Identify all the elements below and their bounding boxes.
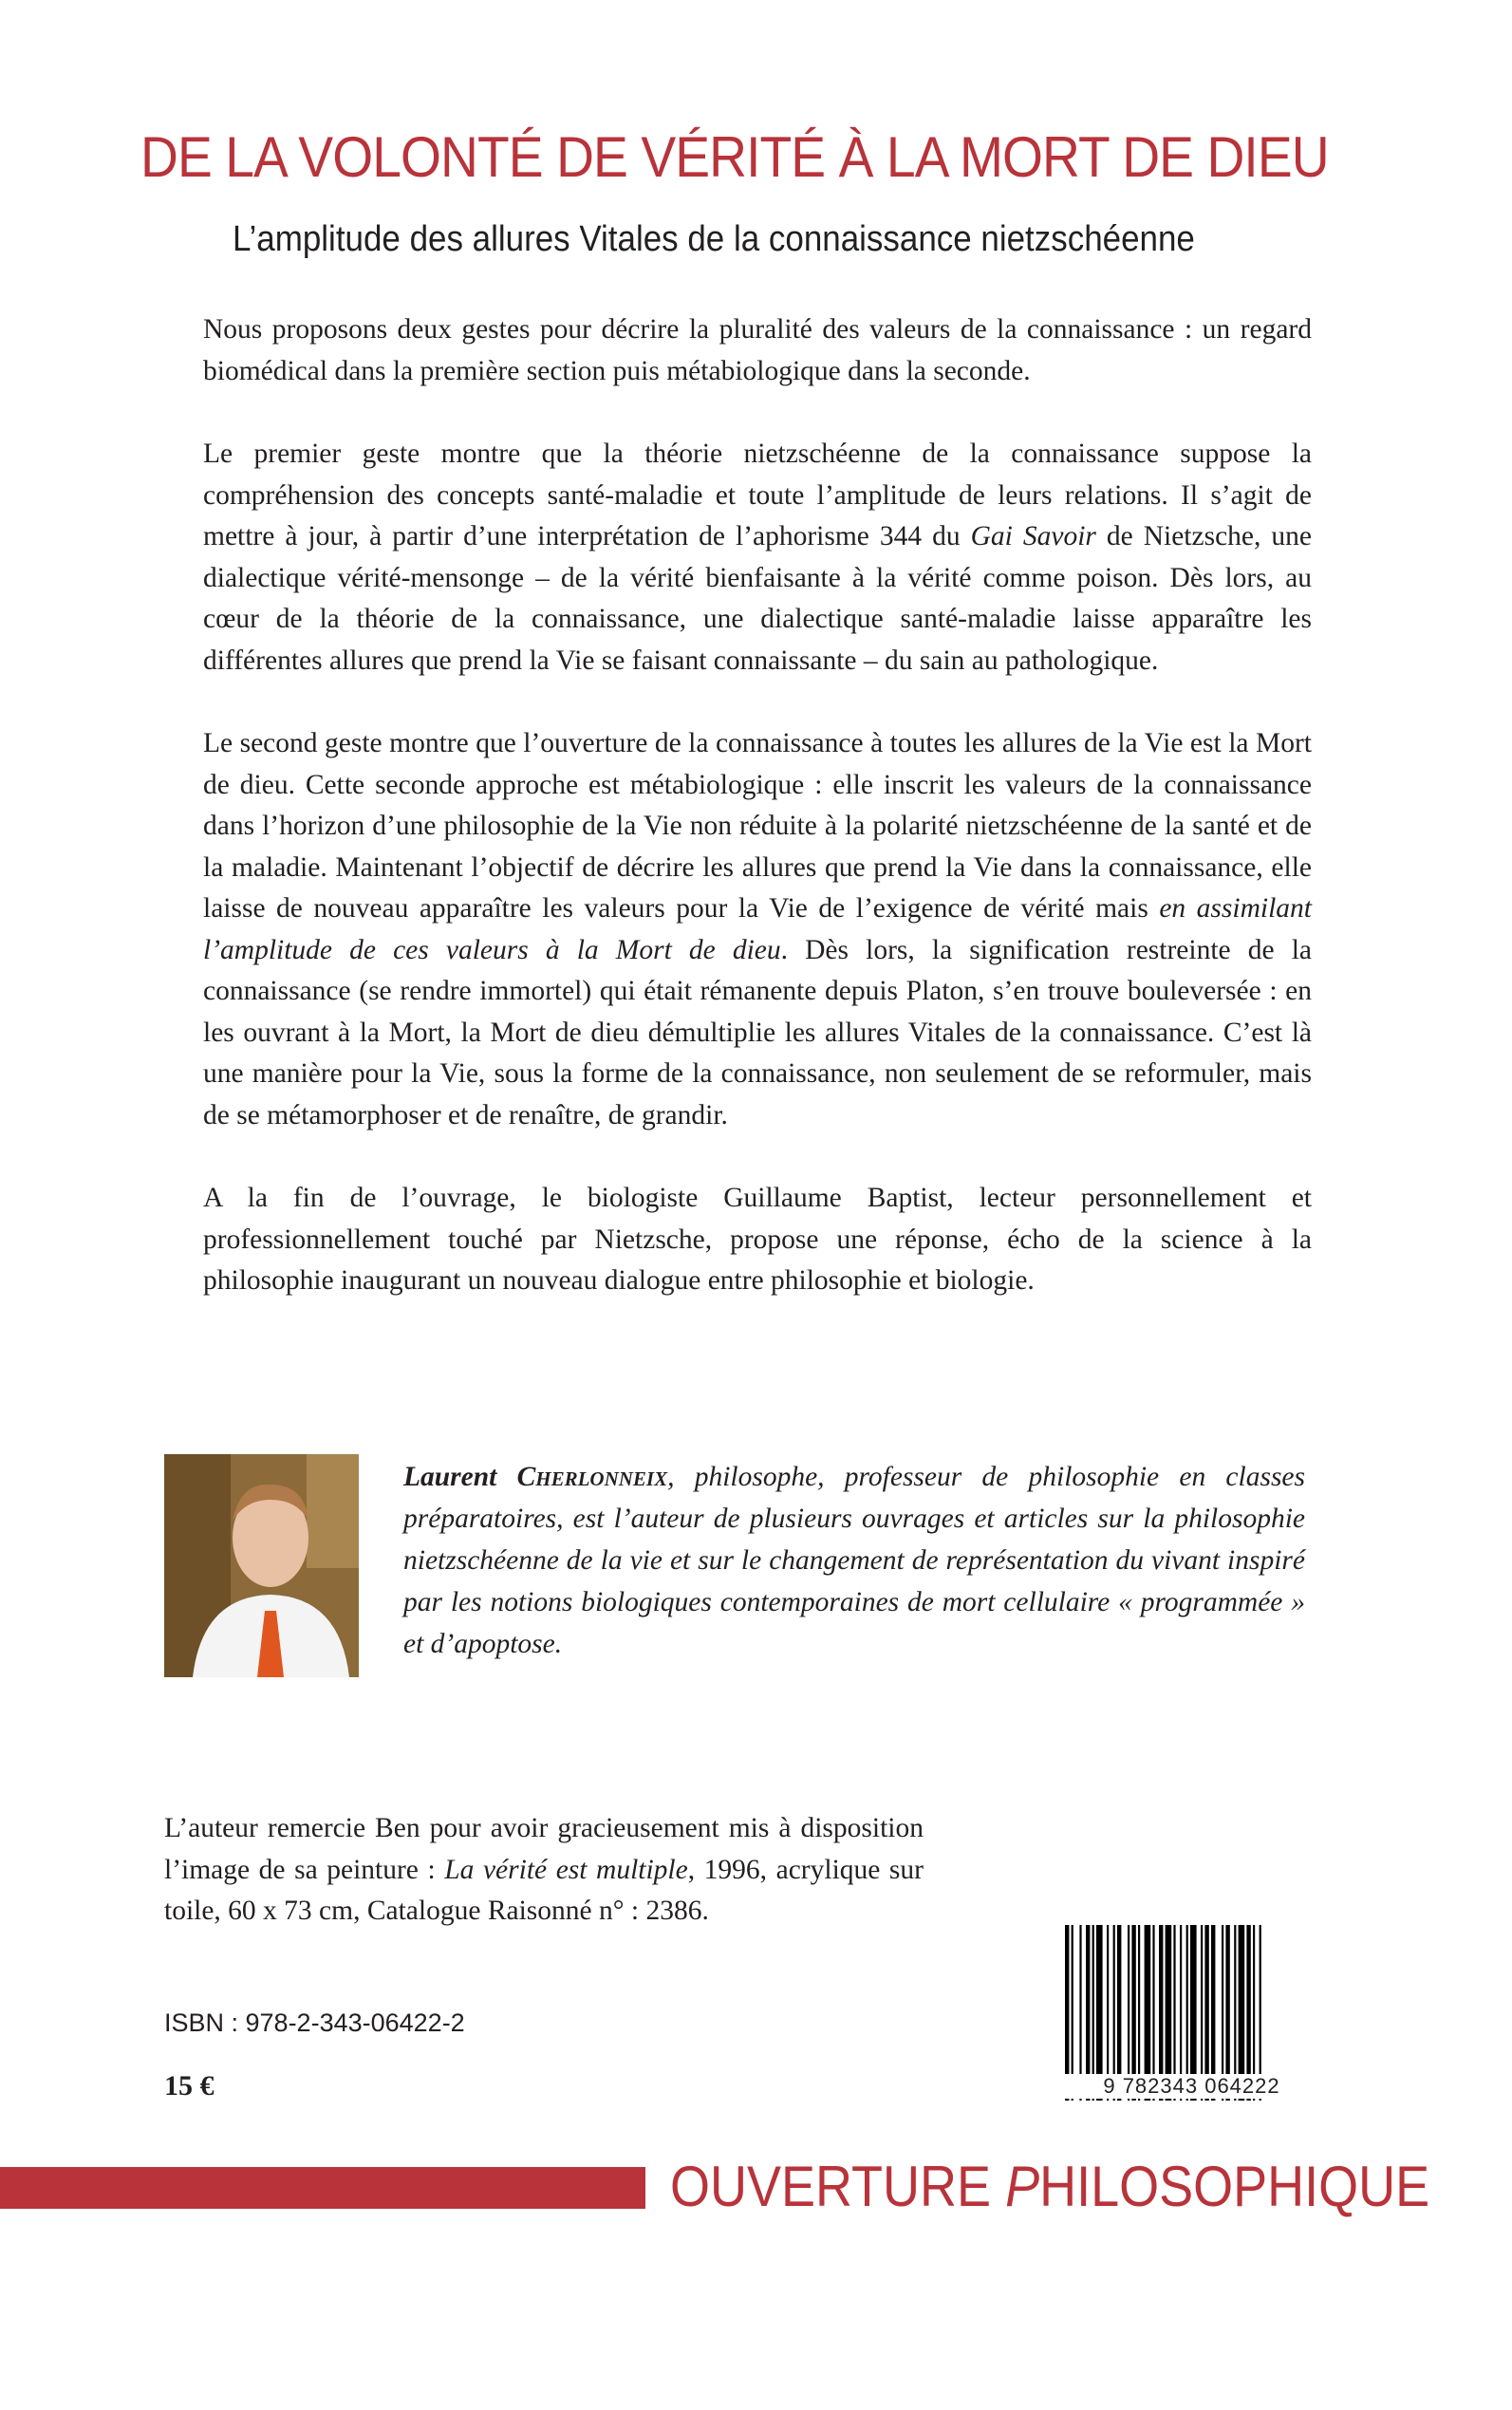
book-title: DE LA VOLONTÉ DE VÉRITÉ À LA MORT DE DIEU bbox=[140, 125, 1329, 189]
author-bio-text: , philosophe, professeur de philosophie en classes préparatoires, est l’auteur de plusieurs ouvrages et articles sur la philosophie nietzschéenne de la vie et sur le changement de représentation du vivant inspiré par les notions biologiques contemporaines de mort cellulaire « programmée » et d’apoptose. bbox=[403, 1462, 1305, 1659]
paragraph-4: A la fin de l’ouvrage, le biologiste Guillaume Baptist, lecteur personnellement et professionnellement touché par Nietzsche, propose une réponse, écho de la science à la philosophie inaugurant un nouveau dialogue entre philosophie et biologie. bbox=[203, 1183, 1312, 1296]
painting-title: La vérité est multiple bbox=[444, 1854, 688, 1885]
paragraph-3-start: Le second geste montre que l’ouverture de la connaissance à toutes les allures de la Vie est la Mort de dieu. Cette seconde approche est métabiologique : elle inscrit les valeurs de la connaissance dans l’horizon d’une philosophie de la Vie non réduite à la polarité nietzschéenne de la santé et de la maladie. Maintenant l’objectif de décrire les allures que prend la Vie dans la connaissance, elle laisse de nouveau apparaître les valeurs pour la Vie de l’exigence de vérité mais bbox=[203, 728, 1312, 924]
author-photo bbox=[164, 1454, 359, 1677]
paragraph-2-start: Le premier geste montre que la théorie nietzschéenne de la connaissance suppose la compréhension des concepts santé-maladie et toute l’amplitude de leurs relations. Il s’agit de mettre à jour, à partir d’une interprétation de l’aphorisme 344 du bbox=[203, 439, 1312, 551]
collection-word-1: OUVERTURE bbox=[670, 2155, 1006, 2218]
acknowledgement-start: L’auteur remercie Ben pour avoir gracieusement mis à disposition l’image de sa peinture : bbox=[164, 1813, 924, 1885]
collection-bar bbox=[0, 2167, 645, 2209]
collection-initial: P bbox=[1005, 2155, 1040, 2218]
isbn: ISBN : 978-2-343-06422-2 bbox=[164, 2008, 465, 2037]
paragraph-2-end: de Nietzsche, une dialectique vérité-mensonge – de la vérité bienfaisante à la vérité comme poison. Dès lors, au cœur de la théorie de la connaissance, une dialectique santé-maladie laisse apparaître les différentes allures que prend la Vie se faisant connaissante – du sain au pathologique. bbox=[203, 521, 1312, 676]
paragraph-2 bbox=[203, 434, 1312, 682]
paragraph-3 bbox=[203, 723, 1312, 1136]
price: 15 € bbox=[164, 2070, 215, 2102]
paragraph-3-end: . Dès lors, la signification restreinte de la connaissance (se rendre immortel) qui était rémanente depuis Platon, s’en trouve bouleversée : en les ouvrant à la Mort, la Mort de dieu démultiplie les allures Vitales de la connaissance. C’est là une manière pour la Vie, sous la forme de la connaissance, non seulement de se reformuler, mais de se métamorphoser et de renaître, de grandir. bbox=[203, 934, 1312, 1130]
acknowledgement-end: , 1996, acrylique sur toile, 60 x 73 cm, Catalogue Raisonné n° : 2386. bbox=[164, 1854, 924, 1926]
acknowledgement bbox=[164, 1808, 924, 1933]
paragraph-1: Nous proposons deux gestes pour décrire la pluralité des valeurs de la connaissance : un regard biomédical dans la première section puis métabiologique dans la seconde. bbox=[203, 314, 1312, 386]
paragraph-3-italic: en assimilant l’amplitude de ces valeurs à la Mort de dieu bbox=[203, 893, 1312, 965]
back-cover-text bbox=[203, 309, 1312, 1344]
collection-word-2: HILOSOPHIQUE bbox=[1039, 2155, 1430, 2218]
author-last-name: Cherlonneix bbox=[516, 1462, 668, 1492]
author-bio bbox=[403, 1456, 1305, 1665]
paragraph-2-italic: Gai Savoir bbox=[970, 521, 1096, 551]
collection-name bbox=[670, 2153, 1429, 2221]
author-first-name: Laurent bbox=[403, 1462, 497, 1492]
book-subtitle: L’amplitude des allures Vitales de la connaissance nietzschéenne bbox=[233, 219, 1195, 259]
barcode-digits: 9 782343 064222 bbox=[1061, 2074, 1322, 2099]
